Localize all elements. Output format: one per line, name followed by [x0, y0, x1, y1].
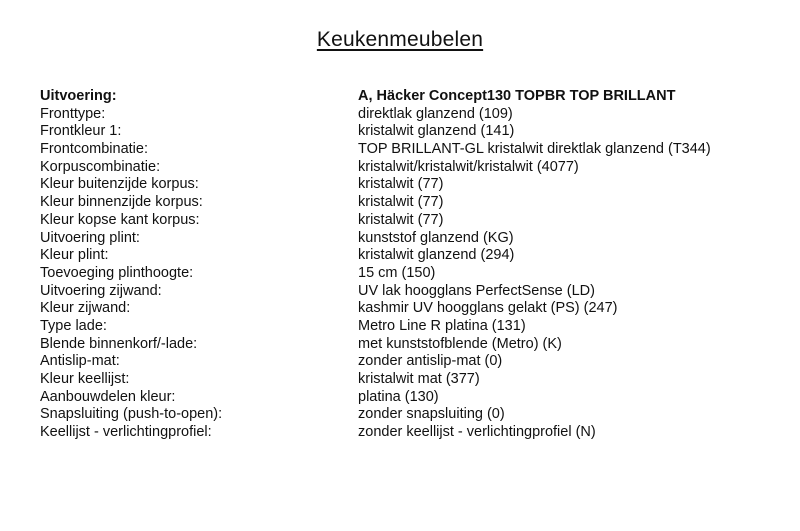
spec-label: Snapsluiting (push-to-open): [40, 406, 223, 423]
spec-row-kleur-plint [40, 247, 760, 265]
spec-value: 15 cm (150) [358, 264, 436, 281]
spec-row-kleur-buitenzijde-korpus [40, 176, 760, 194]
spec-row-keellijst-verlichtingprofiel [40, 424, 760, 442]
spec-label: Kleur plint: [40, 247, 109, 264]
spec-label: Kleur kopse kant korpus: [40, 211, 200, 228]
spec-row-fronttype [40, 106, 760, 124]
spec-row-blende-binnenkorf [40, 336, 760, 354]
spec-label: Fronttype: [40, 105, 106, 122]
spec-value: kristalwit mat (377) [358, 371, 480, 387]
spec-row-uitvoering [40, 88, 760, 106]
spec-row-frontcombinatie [40, 141, 760, 159]
spec-value: direktlak glanzend (109) [358, 105, 513, 122]
spec-value: Metro Line R platina (131) [358, 317, 526, 334]
spec-label: Toevoeging plinthoogte: [40, 264, 194, 281]
spec-label: Frontkleur 1: [40, 123, 122, 140]
spec-row-kleur-zijwand [40, 300, 760, 318]
page-title: Keukenmeubelen [316, 28, 484, 51]
spec-label: Uitvoering plint: [40, 229, 140, 246]
spec-value: kristalwit (77) [358, 176, 444, 193]
spec-label: Kleur buitenzijde korpus: [40, 176, 199, 193]
spec-label: Blende binnenkorf/-lade: [40, 335, 198, 352]
spec-label: Kleur keellijst: [40, 371, 130, 387]
spec-label: Uitvoering zijwand: [40, 282, 162, 299]
spec-row-antislip-mat [40, 353, 760, 371]
spec-value: TOP BRILLANT-GL kristalwit direktlak glanzend (T344) [358, 141, 711, 158]
spec-value: kristalwit glanzend (294) [358, 247, 515, 264]
spec-value: kristalwit/kristalwit/kristalwit (4077) [358, 158, 579, 175]
spec-row-kleur-binnenzijde-korpus [40, 194, 760, 212]
spec-label: Korpuscombinatie: [40, 158, 161, 175]
spec-value: zonder snapsluiting (0) [358, 406, 505, 423]
spec-table [40, 88, 760, 442]
spec-row-uitvoering-plint [40, 230, 760, 248]
spec-value: zonder keellijst - verlichtingprofiel (N) [358, 424, 596, 441]
spec-label: Kleur binnenzijde korpus: [40, 194, 203, 211]
spec-value: kunststof glanzend (KG) [358, 229, 514, 246]
spec-label: Uitvoering: [40, 88, 117, 104]
spec-row-kleur-kopse-kant-korpus [40, 212, 760, 230]
spec-value: zonder antislip-mat (0) [358, 353, 503, 370]
spec-value: kristalwit glanzend (141) [358, 123, 515, 140]
spec-value: platina (130) [358, 388, 439, 405]
spec-row-aanbouwdelen-kleur [40, 389, 760, 407]
spec-row-type-lade [40, 318, 760, 336]
spec-value: A, Häcker Concept130 TOPBR TOP BRILLANT [358, 88, 676, 104]
spec-label: Kleur zijwand: [40, 300, 131, 317]
spec-row-kleur-keellijst [40, 371, 760, 389]
spec-row-snapsluiting [40, 406, 760, 424]
spec-label: Type lade: [40, 317, 107, 334]
spec-value: kristalwit (77) [358, 211, 444, 228]
spec-row-uitvoering-zijwand [40, 283, 760, 301]
spec-label: Antislip-mat: [40, 353, 120, 370]
spec-row-frontkleur [40, 123, 760, 141]
spec-label: Keellijst - verlichtingprofiel: [40, 424, 212, 441]
spec-row-korpuscombinatie [40, 159, 760, 177]
spec-value: kashmir UV hoogglans gelakt (PS) (247) [358, 300, 618, 317]
spec-value: kristalwit (77) [358, 194, 444, 211]
spec-label: Aanbouwdelen kleur: [40, 388, 176, 405]
spec-row-toevoeging-plinthoogte [40, 265, 760, 283]
spec-label: Frontcombinatie: [40, 141, 148, 158]
spec-value: UV lak hoogglans PerfectSense (LD) [358, 282, 595, 299]
spec-value: met kunststofblende (Metro) (K) [358, 335, 562, 352]
